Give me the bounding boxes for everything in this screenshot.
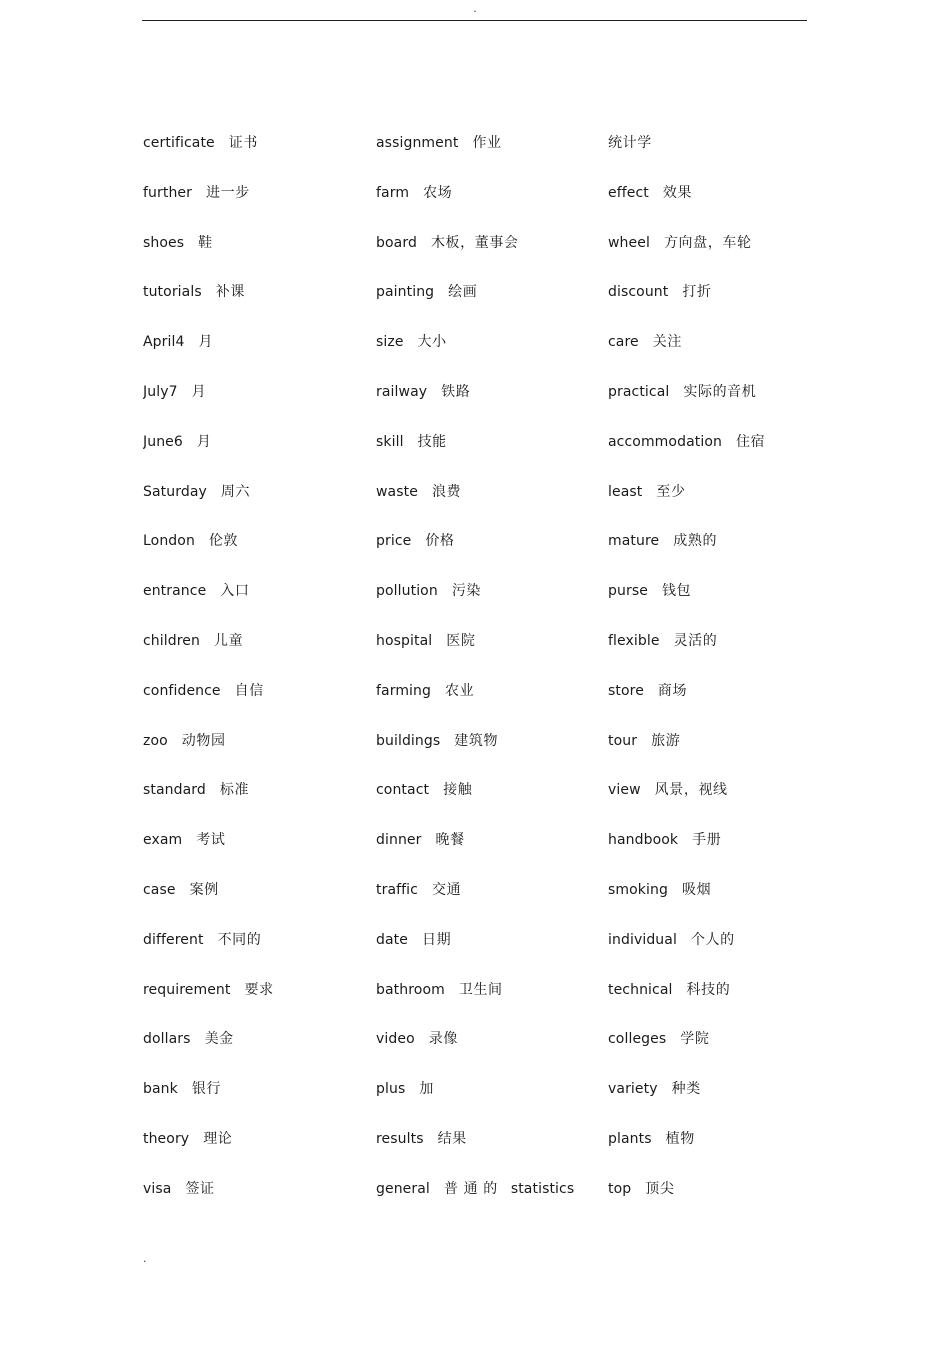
vocab-meaning: 晚餐 [435, 832, 465, 849]
vocab-entry [376, 928, 608, 978]
vocab-meaning: 接触 [443, 782, 473, 799]
vocab-entry [608, 480, 807, 530]
vocab-word: top [608, 1180, 632, 1197]
vocab-word: individual [608, 931, 677, 948]
vocab-word: purse [608, 583, 648, 600]
vocab-entry [608, 978, 807, 1028]
vocab-meaning: 进一步 [206, 184, 250, 201]
vocab-meaning: 儿童 [213, 632, 244, 649]
vocab-meaning: 理论 [203, 1130, 233, 1147]
vocab-word: July7 [143, 383, 178, 400]
vocab-entry [143, 629, 376, 679]
vocab-word: exam [143, 832, 183, 849]
vocab-entry [608, 1127, 807, 1177]
vocab-word: dollars [143, 1031, 191, 1048]
vocab-meaning: 建筑物 [454, 732, 499, 749]
vocab-entry [143, 828, 376, 878]
vocab-meaning: 个人的 [690, 931, 735, 948]
vocab-entry [608, 629, 807, 679]
vocab-meaning: 美金 [204, 1031, 234, 1048]
vocab-word: requirement [143, 981, 231, 998]
vocab-word: price [376, 533, 412, 550]
vocab-meaning: 吸烟 [681, 881, 712, 898]
vocab-meaning: 住宿 [735, 433, 766, 450]
vocab-word: bank [143, 1081, 178, 1098]
vocab-meaning: 周六 [220, 483, 251, 500]
vocab-meaning: 结果 [437, 1130, 467, 1147]
vocab-entry [143, 231, 376, 281]
vocab-word: pollution [376, 583, 438, 600]
vocab-entry [143, 679, 376, 729]
vocab-extra-word: statistics [510, 1180, 575, 1197]
vocab-word: view [608, 782, 641, 799]
vocab-meaning: 效果 [662, 184, 693, 201]
vocab-entry [376, 1027, 608, 1077]
vocab-entry [376, 1077, 608, 1127]
vocab-entry [376, 131, 608, 181]
vocab-meaning: 伦敦 [208, 533, 239, 550]
vocab-entry [608, 380, 807, 430]
vocab-word: contact [376, 782, 430, 799]
vocab-entry [376, 629, 608, 679]
vocab-entry [376, 579, 608, 629]
vocab-entry [608, 1177, 807, 1227]
vocab-word: farm [376, 184, 410, 201]
vocab-meaning: 普 通 的 [443, 1180, 498, 1197]
vocab-meaning: 加 [419, 1081, 434, 1098]
vocab-meaning: 日期 [421, 931, 452, 948]
vocab-meaning: 实际的音机 [683, 383, 757, 400]
vocab-entry [143, 280, 376, 330]
vocab-word: standard [143, 782, 206, 799]
vocab-meaning: 打折 [682, 284, 712, 301]
vocab-meaning: 补课 [215, 284, 245, 301]
vocab-word: hospital [376, 632, 433, 649]
vocab-word: children [143, 632, 200, 649]
vocab-meaning: 银行 [191, 1081, 222, 1098]
vocab-word: confidence [143, 682, 221, 699]
vocab-entry [143, 778, 376, 828]
vocab-meaning: 农业 [445, 682, 475, 699]
vocab-word: case [143, 881, 176, 898]
vocab-word: theory [143, 1130, 190, 1147]
vocab-entry [376, 480, 608, 530]
vocab-word: further [143, 184, 192, 201]
vocab-word: handbook [608, 832, 679, 849]
vocab-entry [143, 430, 376, 480]
vocab-entry [608, 928, 807, 978]
vocab-word: railway [376, 383, 428, 400]
vocab-word: plants [608, 1130, 652, 1147]
vocab-meaning: 学院 [680, 1031, 710, 1048]
vocab-meaning: 医院 [446, 632, 476, 649]
vocab-meaning: 证书 [228, 135, 258, 151]
vocab-meaning: 签证 [185, 1180, 215, 1197]
vocab-entry [608, 579, 807, 629]
vocab-meaning: 种类 [671, 1081, 701, 1098]
vocab-entry [376, 729, 608, 779]
vocab-word: size [376, 334, 404, 351]
vocab-word: video [376, 1031, 415, 1048]
vocab-meaning: 交通 [431, 881, 462, 898]
vocab-word: assignment [376, 135, 459, 151]
vocab-meaning: 录像 [428, 1031, 458, 1048]
vocab-word: variety [608, 1081, 658, 1098]
vocab-meaning: 标准 [219, 782, 250, 799]
vocab-meaning: 作业 [472, 135, 502, 151]
vocab-meaning: 大小 [417, 334, 447, 351]
vocab-entry [143, 928, 376, 978]
vocab-entry [143, 480, 376, 530]
vocab-entry [608, 430, 807, 480]
footer-mark: . [143, 1252, 147, 1265]
vocab-entry [143, 1177, 376, 1227]
vocab-word: bathroom [376, 981, 445, 998]
vocab-entry [376, 1127, 608, 1177]
vocab-entry [376, 181, 608, 231]
vocab-entry [608, 1077, 807, 1127]
vocab-word: practical [608, 383, 670, 400]
vocab-word: tour [608, 732, 638, 749]
vocab-entry [143, 529, 376, 579]
vocab-meaning: 价格 [425, 533, 455, 550]
vocab-word: Saturday [143, 483, 207, 500]
vocab-entry [143, 380, 376, 430]
vocab-meaning: 木板，董事会 [430, 234, 519, 251]
vocab-meaning: 钱包 [661, 583, 692, 600]
vocab-word: effect [608, 184, 649, 201]
vocab-meaning: 月 [198, 334, 214, 351]
vocab-entry [376, 231, 608, 281]
vocab-meaning: 污染 [451, 583, 482, 600]
vocab-word: visa [143, 1180, 172, 1197]
vocab-meaning: 商场 [657, 682, 688, 699]
vocab-entry [143, 131, 376, 181]
vocabulary-grid [143, 131, 807, 1227]
vocab-entry [143, 1077, 376, 1127]
vocab-meaning: 至少 [656, 483, 686, 500]
vocab-word: date [376, 931, 408, 948]
vocab-word: June6 [143, 433, 183, 450]
vocab-meaning: 卫生间 [458, 981, 503, 998]
vocab-meaning: 要求 [244, 981, 274, 998]
vocab-entry [143, 1127, 376, 1177]
vocab-entry [376, 828, 608, 878]
vocab-entry [376, 280, 608, 330]
vocab-word: waste [376, 483, 418, 500]
vocab-meaning: 铁路 [441, 383, 471, 400]
vocab-word: board [376, 234, 417, 251]
vocab-entry [608, 778, 807, 828]
vocab-entry [376, 878, 608, 928]
header-rule [142, 20, 807, 21]
vocab-meaning: 统计学 [608, 135, 652, 151]
vocab-meaning: 绘画 [448, 284, 478, 301]
vocab-word: mature [608, 533, 660, 550]
vocab-word: skill [376, 433, 404, 450]
vocab-meaning: 风景，视线 [654, 782, 728, 799]
vocab-meaning: 科技的 [686, 981, 731, 998]
vocab-word: smoking [608, 881, 668, 898]
vocab-meaning: 考试 [196, 832, 226, 849]
vocab-entry [608, 729, 807, 779]
vocab-meaning: 月 [191, 383, 207, 400]
vocab-entry [376, 430, 608, 480]
vocab-word: tutorials [143, 284, 202, 301]
vocab-word: plus [376, 1081, 406, 1098]
vocab-entry [376, 380, 608, 430]
vocab-meaning: 浪费 [431, 483, 462, 500]
vocab-word: buildings [376, 732, 441, 749]
vocab-word: colleges [608, 1031, 667, 1048]
vocab-word: zoo [143, 732, 168, 749]
vocab-meaning: 案例 [189, 881, 219, 898]
vocab-entry [376, 529, 608, 579]
vocab-word: April4 [143, 334, 185, 351]
vocab-entry [143, 878, 376, 928]
vocab-meaning: 成熟的 [673, 533, 718, 550]
vocab-meaning: 顶尖 [645, 1180, 675, 1197]
vocab-meaning: 不同的 [217, 931, 262, 948]
vocab-entry [608, 828, 807, 878]
vocab-entry [143, 181, 376, 231]
vocab-word: painting [376, 284, 435, 301]
vocab-word: certificate [143, 135, 215, 151]
vocab-entry [376, 330, 608, 380]
vocab-entry [608, 131, 807, 181]
vocab-meaning: 自信 [234, 682, 264, 699]
vocab-word: least [608, 483, 643, 500]
vocab-entry [376, 1177, 608, 1227]
vocab-meaning: 入口 [220, 583, 250, 600]
vocab-entry [143, 978, 376, 1028]
vocab-entry [608, 679, 807, 729]
vocab-word: store [608, 682, 644, 699]
vocab-word: discount [608, 284, 669, 301]
vocab-word: London [143, 533, 195, 550]
vocab-meaning: 方向盘，车轮 [663, 234, 752, 251]
vocab-word: entrance [143, 583, 207, 600]
vocab-entry [608, 878, 807, 928]
vocab-word: care [608, 334, 639, 351]
vocab-word: flexible [608, 632, 660, 649]
vocab-entry [608, 280, 807, 330]
vocab-meaning: 动物园 [181, 732, 226, 749]
vocab-word: accommodation [608, 433, 722, 450]
vocab-meaning: 植物 [665, 1130, 695, 1147]
vocab-entry [143, 729, 376, 779]
vocab-meaning: 关注 [652, 334, 682, 351]
vocab-word: shoes [143, 234, 185, 251]
vocab-meaning: 鞋 [198, 234, 213, 251]
vocab-meaning: 技能 [417, 433, 447, 450]
vocab-entry [376, 778, 608, 828]
vocab-word: different [143, 931, 204, 948]
vocab-entry [143, 579, 376, 629]
vocab-word: traffic [376, 881, 418, 898]
vocab-word: dinner [376, 832, 422, 849]
vocab-entry [608, 330, 807, 380]
vocab-word: results [376, 1130, 424, 1147]
vocab-entry [143, 1027, 376, 1077]
vocab-entry [608, 1027, 807, 1077]
vocab-meaning: 手册 [692, 832, 722, 849]
vocab-entry [608, 181, 807, 231]
vocab-word: general [376, 1180, 430, 1197]
vocab-meaning: 农场 [423, 184, 453, 201]
vocab-meaning: 旅游 [651, 732, 681, 749]
vocab-word: wheel [608, 234, 650, 251]
header-mark: . [473, 2, 477, 15]
vocab-entry [608, 529, 807, 579]
vocab-entry [608, 231, 807, 281]
vocab-word: technical [608, 981, 673, 998]
vocab-word: farming [376, 682, 432, 699]
vocab-meaning: 灵活的 [673, 632, 718, 649]
vocab-entry [376, 679, 608, 729]
vocab-entry [143, 330, 376, 380]
vocab-entry [376, 978, 608, 1028]
vocab-meaning: 月 [196, 433, 212, 450]
